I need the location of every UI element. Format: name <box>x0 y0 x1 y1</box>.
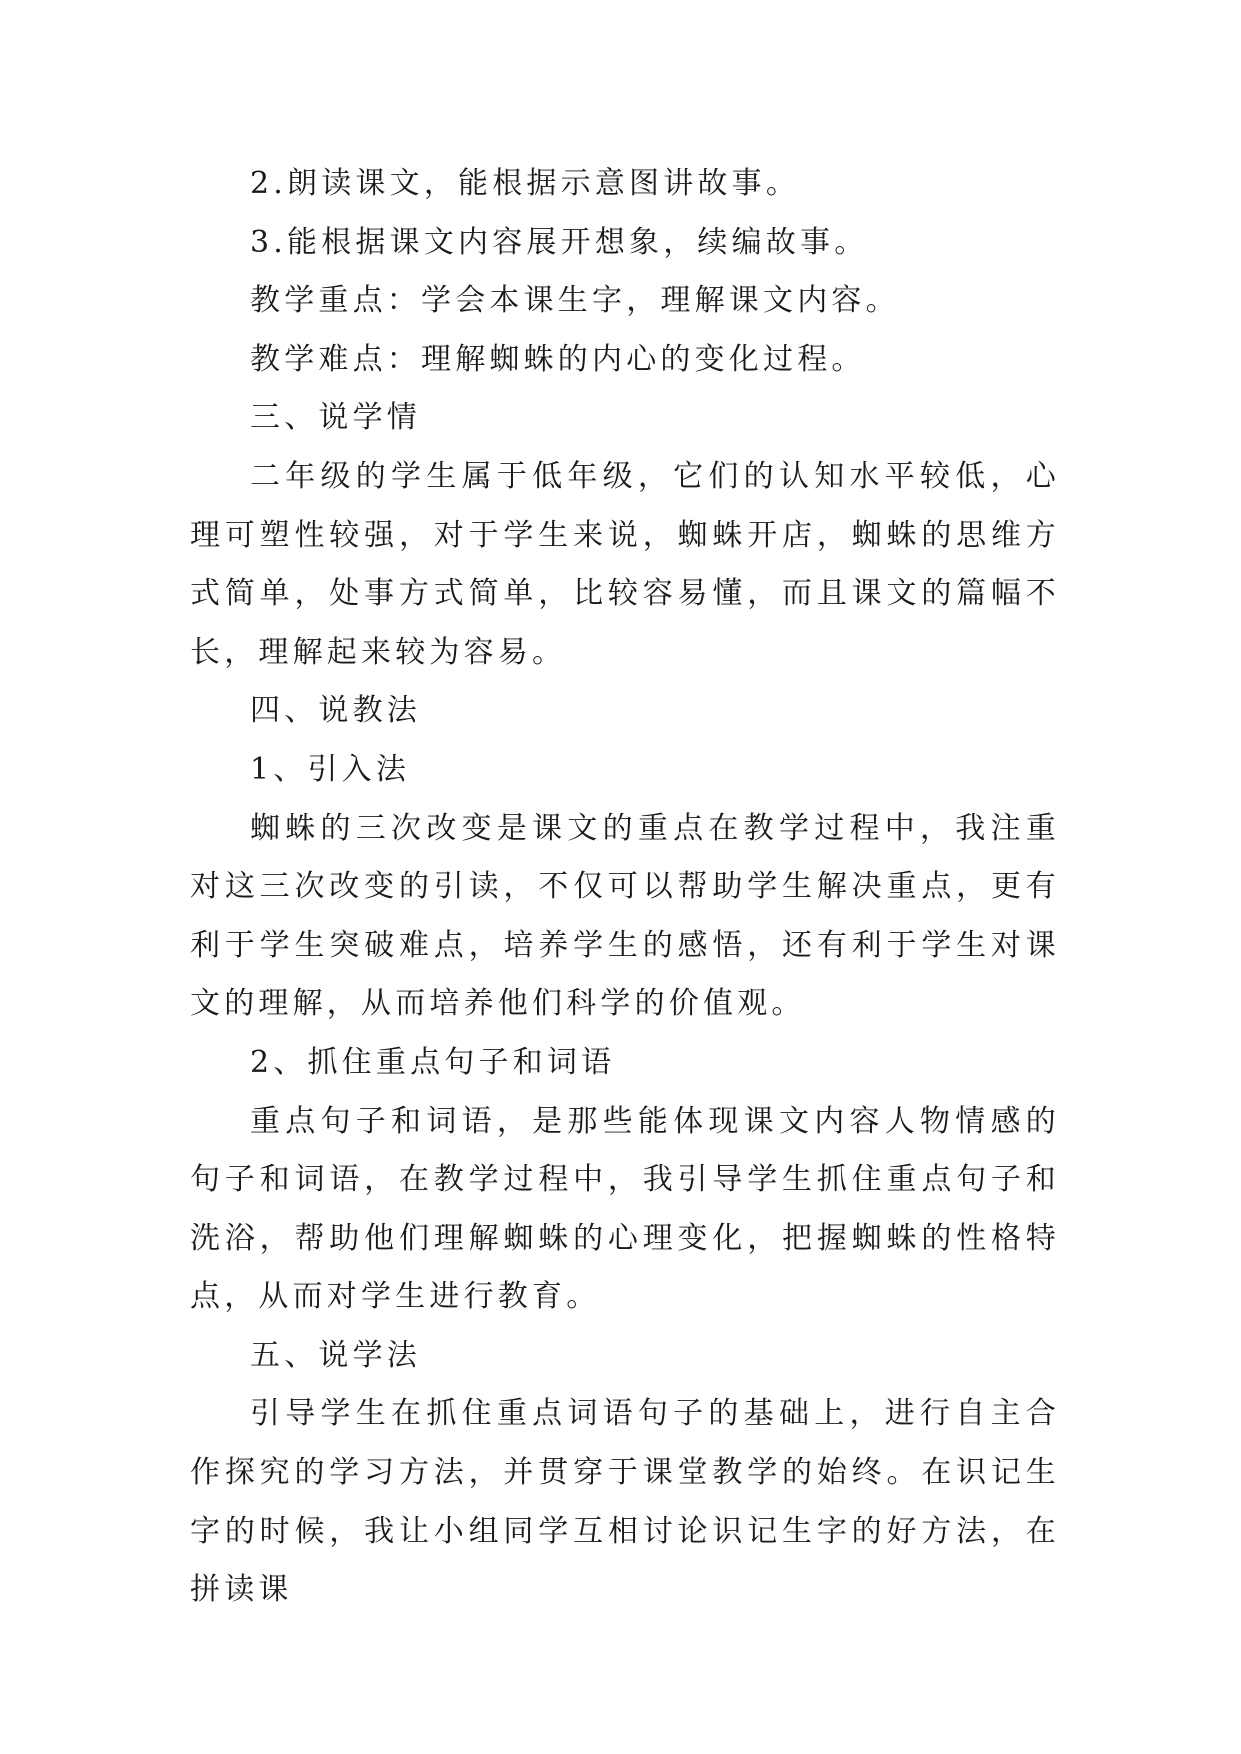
key-sentences-paragraph: 重点句子和词语，是那些能体现课文内容人物情感的句子和词语，在教学过程中，我引导学生抓住重点句子和洗浴，帮助他们理解蜘蛛的心理变化，把握蜘蛛的性格特点，从而对学生进行教育。 <box>190 1103 1060 1315</box>
section-heading-teaching-methods: 四、说教法 <box>250 693 421 729</box>
section-heading-learning-situation: 三、说学情 <box>250 400 421 436</box>
document-body <box>190 155 1060 1620</box>
teaching-key-point: 教学重点：学会本课生字，理解课文内容。 <box>250 283 900 319</box>
learning-situation-paragraph: 二年级的学生属于低年级，它们的认知水平较低，心理可塑性较强，对于学生来说，蜘蛛开店，蜘蛛的思维方式简单，处事方式简单，比较容易懂，而且课文的篇幅不长，理解起来较为容易。 <box>190 458 1060 670</box>
section-heading-learning-methods: 五、说学法 <box>250 1337 421 1373</box>
learning-methods-paragraph: 引导学生在抓住重点词语句子的基础上，进行自主合作探究的学习方法，并贯穿于课堂教学的始终。在识记生字的时候，我让小组同学互相讨论识记生字的好方法，在拼读课 <box>190 1396 1060 1608</box>
introduction-method-paragraph: 蜘蛛的三次改变是课文的重点在教学过程中，我注重对这三次改变的引读，不仅可以帮助学生解决重点，更有利于学生突破难点，培养学生的感悟，还有利于学生对课文的理解，从而培养他们科学的价值观。 <box>190 810 1060 1022</box>
objective-2: 2.朗读课文，能根据示意图讲故事。 <box>250 166 801 201</box>
method-heading-key-sentences: 2、抓住重点句子和词语 <box>250 1044 616 1080</box>
method-heading-introduction: 1、引入法 <box>250 751 411 787</box>
teaching-difficulty: 教学难点：理解蜘蛛的内心的变化过程。 <box>250 341 866 377</box>
objective-3: 3.能根据课文内容展开想象，续编故事。 <box>250 224 869 260</box>
